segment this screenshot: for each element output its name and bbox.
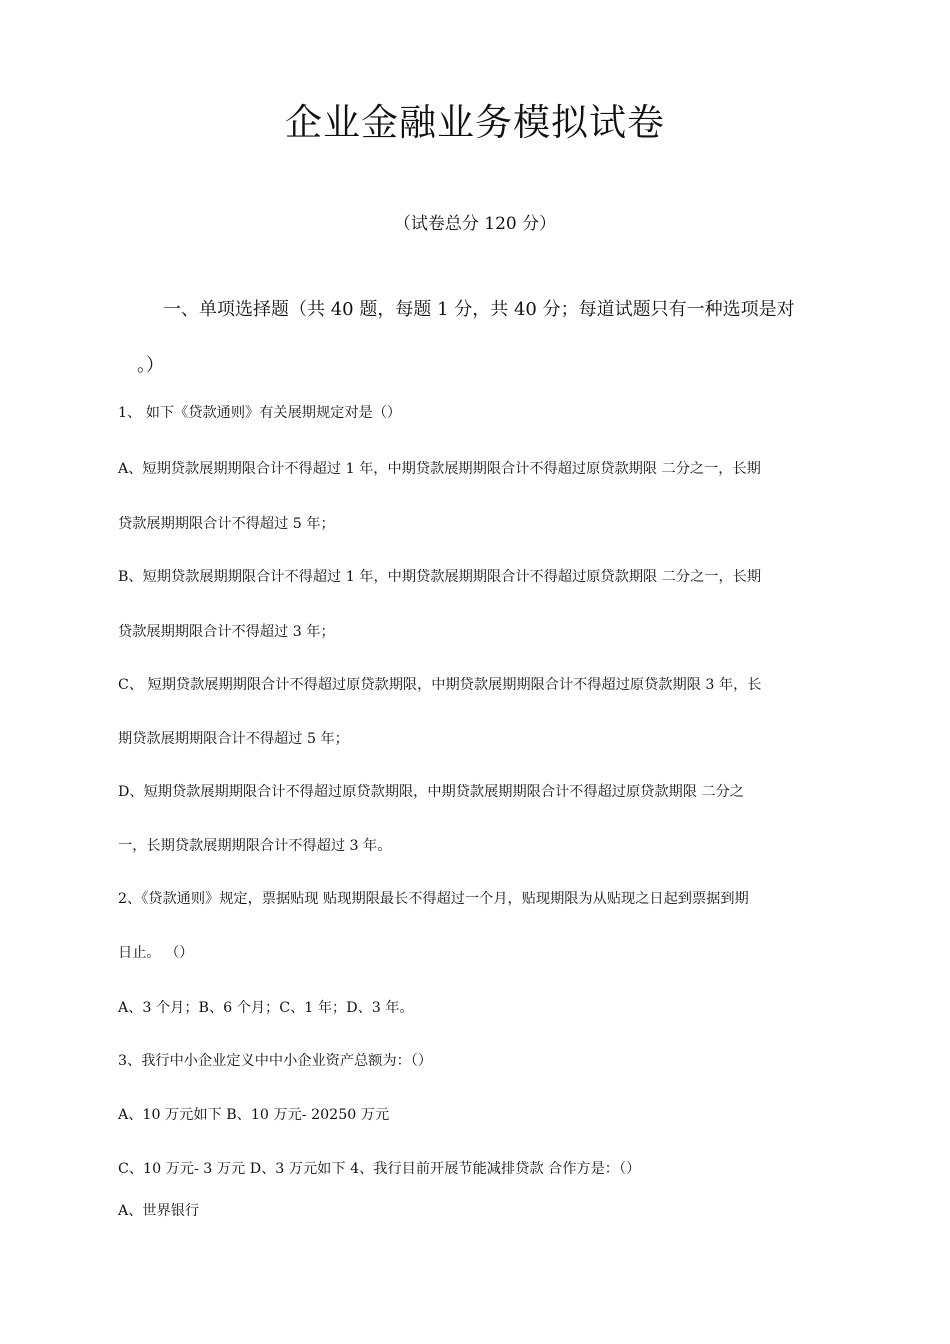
question-2-options: A、3 个月；B、6 个月；C、1 年；D、3 年。 [118,1000,414,1016]
question-3-options-ab: A、10 万元如下 B、10 万元- 20250 万元 [118,1107,390,1123]
question-2-stem-cont: 日止。 （） [118,945,194,961]
question-4-option-a: A、世界银行 [118,1203,200,1219]
question-1-stem: 1、 如下《贷款通则》有关展期规定对是（） [118,405,402,421]
question-2-stem: 2、《贷款通则》规定，票据贴现 贴现期限最长不得超过一个月，贴现期限为从贴现之日起到票据到期 [118,891,749,907]
total-score-note: （试卷总分 120 分） [393,214,557,234]
question-1-option-c: C、 短期贷款展期期限合计不得超过原贷款期限，中期贷款展期期限合计不得超过原贷款期限 3 年，长 [118,677,762,693]
question-3-stem: 3、我行中小企业定义中中小企业资产总额为：（） [118,1053,433,1069]
section-heading: 一、单项选择题（共 40 题，每题 1 分，共 40 分；每道试题只有一种选项是对 [163,299,795,320]
question-1-option-a-cont: 贷款展期期限合计不得超过 5 年； [118,516,335,532]
section-heading-continuation: 。） [137,355,164,376]
question-3-options-cd-and-question-4: C、10 万元- 3 万元 D、3 万元如下 4、我行目前开展节能减排贷款 合作方是：（） [118,1161,641,1177]
question-1-option-d-cont: 一，长期贷款展期期限合计不得超过 3 年。 [118,838,392,854]
question-1-option-b-cont: 贷款展期期限合计不得超过 3 年； [118,624,335,640]
question-1-option-b: B、短期贷款展期期限合计不得超过 1 年，中期贷款展期期限合计不得超过原贷款期限 二分之一，长期 [118,569,762,585]
document-title: 企业金融业务模拟试卷 [285,101,665,144]
question-1-option-a: A、短期贷款展期期限合计不得超过 1 年，中期贷款展期期限合计不得超过原贷款期限 二分之一，长期 [118,461,761,477]
question-1-option-c-cont: 期贷款展期期限合计不得超过 5 年； [118,731,349,747]
question-1-option-d: D、短期贷款展期期限合计不得超过原贷款期限，中期贷款展期期限合计不得超过原贷款期限 二分之 [118,784,744,800]
